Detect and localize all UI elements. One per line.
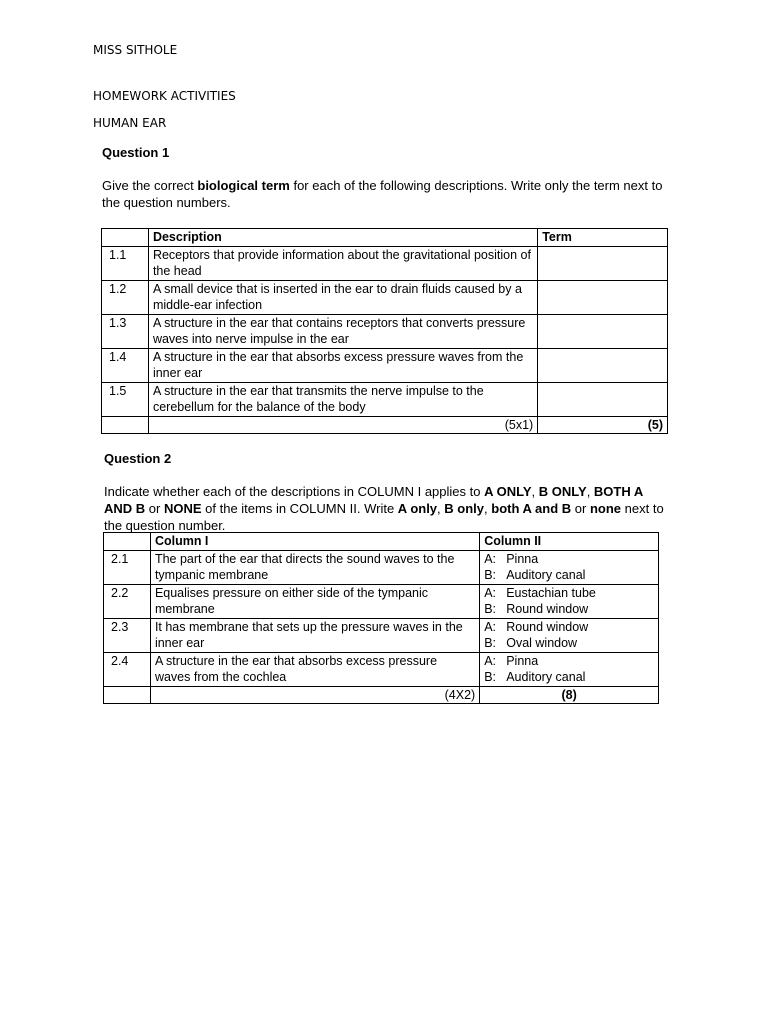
blank-cell: [104, 686, 151, 704]
table-row: [104, 652, 659, 686]
table-row: [102, 280, 668, 314]
option-b-label: B:: [484, 602, 497, 616]
description-cell: It has membrane that sets up the pressure waves in the inner ear: [150, 618, 479, 652]
teacher-name: MISS SITHOLE: [93, 43, 178, 57]
question-2-title: Question 2: [104, 451, 172, 466]
table-row: [102, 246, 668, 280]
marks-total: (8): [480, 686, 659, 704]
options-cell: [480, 550, 659, 584]
question-number: 2.4: [104, 652, 151, 686]
options-cell: [480, 584, 659, 618]
option-a-label: A:: [484, 585, 497, 600]
option-b: Auditory canal: [506, 568, 586, 582]
description-header: Description: [148, 229, 537, 247]
table-header-row: [102, 229, 668, 247]
column-1-header: Column I: [150, 533, 479, 551]
question-1-table: [101, 228, 668, 434]
options-cell: [480, 618, 659, 652]
description-cell: Equalises pressure on either side of the tympanic membrane: [150, 584, 479, 618]
question-1-title: Question 1: [102, 145, 170, 160]
option-b-label: B:: [484, 568, 497, 582]
option-b-label: B:: [484, 670, 497, 684]
blank-header-cell: [104, 533, 151, 551]
option-a: Pinna: [506, 653, 539, 668]
marks-calculation: (5x1): [148, 416, 537, 434]
term-answer-cell[interactable]: [538, 280, 668, 314]
question-number: 2.2: [104, 584, 151, 618]
term-answer-cell[interactable]: [538, 246, 668, 280]
table-row: [102, 314, 668, 348]
marks-row: [104, 686, 659, 704]
table-row: [102, 348, 668, 382]
table-row: [104, 618, 659, 652]
question-number: 2.1: [104, 550, 151, 584]
options-cell: [480, 652, 659, 686]
table-header-row: [104, 533, 659, 551]
term-header: Term: [538, 229, 668, 247]
option-a: Pinna: [506, 551, 539, 566]
term-answer-cell[interactable]: [538, 382, 668, 416]
option-a-label: A:: [484, 653, 497, 668]
marks-row: [102, 416, 668, 434]
term-answer-cell[interactable]: [538, 348, 668, 382]
option-a-label: A:: [484, 619, 497, 634]
topic-title: HUMAN EAR: [93, 116, 167, 130]
description-cell: A structure in the ear that transmits the nerve impulse to the cerebellum for the balance of the body: [148, 382, 537, 416]
question-number: 1.2: [102, 280, 149, 314]
description-cell: A structure in the ear that absorbs excess pressure waves from the cochlea: [150, 652, 479, 686]
table-row: [104, 550, 659, 584]
term-answer-cell[interactable]: [538, 314, 668, 348]
description-cell: A structure in the ear that contains receptors that converts pressure waves into nerve impulse in the ear: [148, 314, 537, 348]
option-a: Eustachian tube: [506, 585, 596, 600]
blank-cell: [102, 416, 149, 434]
option-b: Auditory canal: [506, 670, 586, 684]
question-number: 2.3: [104, 618, 151, 652]
question-2-instruction: Indicate whether each of the descriptions in COLUMN I applies to A ONLY, B ONLY, BOTH A AND B or NONE of the items in COLUMN II. Write A only, B only, both A and B or none next to the question number.: [104, 484, 664, 533]
question-number: 1.4: [102, 348, 149, 382]
question-2-table: [103, 532, 659, 704]
option-a: Round window: [506, 619, 589, 634]
description-cell: The part of the ear that directs the sound waves to the tympanic membrane: [150, 550, 479, 584]
question-number: 1.5: [102, 382, 149, 416]
description-cell: A structure in the ear that absorbs excess pressure waves from the inner ear: [148, 348, 537, 382]
description-cell: A small device that is inserted in the ear to drain fluids caused by a middle-ear infection: [148, 280, 537, 314]
option-b: Round window: [506, 602, 589, 616]
question-number: 1.3: [102, 314, 149, 348]
description-cell: Receptors that provide information about the gravitational position of the head: [148, 246, 537, 280]
marks-total: (5): [538, 416, 668, 434]
question-number: 1.1: [102, 246, 149, 280]
column-2-header: Column II: [480, 533, 659, 551]
table-row: [104, 584, 659, 618]
option-b: Oval window: [506, 636, 578, 650]
section-title: HOMEWORK ACTIVITIES: [93, 89, 236, 103]
option-a-label: A:: [484, 551, 497, 566]
marks-calculation: (4X2): [150, 686, 479, 704]
option-b-label: B:: [484, 636, 497, 650]
blank-header-cell: [102, 229, 149, 247]
table-row: [102, 382, 668, 416]
question-1-instruction: Give the correct biological term for each of the following descriptions. Write only the term next to the question numbers.: [102, 178, 663, 210]
